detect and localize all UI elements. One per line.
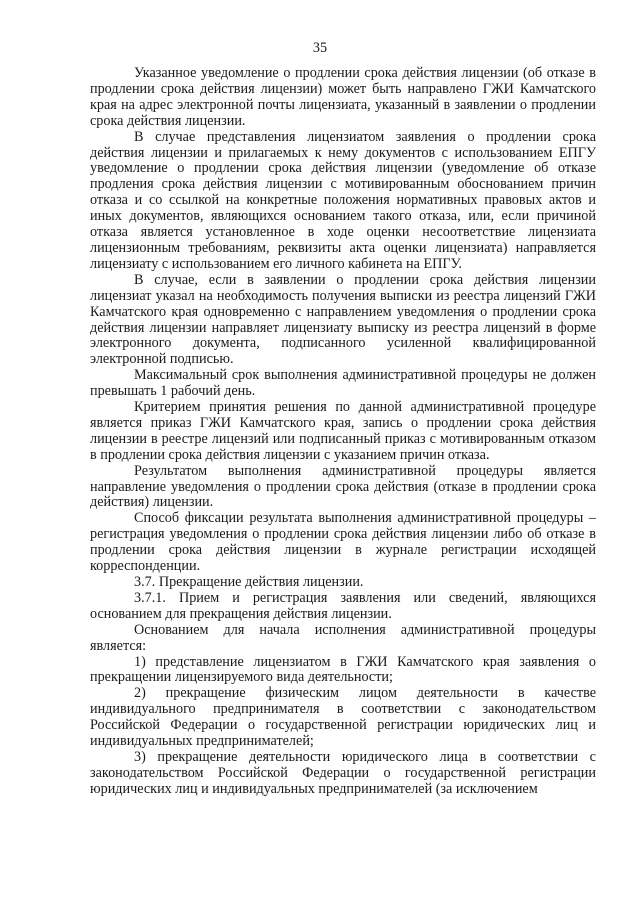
- paragraph-max-term: Максимальный срок выполнения административной процедуры не должен превышать 1 рабочий день.: [90, 367, 596, 400]
- list-item-1: 1) представление лицензиатом в ГЖИ Камчатского края заявления о прекращении лицензируемого вида деятельности;: [90, 653, 596, 686]
- list-item-2: 2) прекращение физическим лицом деятельности в качестве индивидуального предпринимателя в соответствии с законодательством Российской Федерации о государственной регистрации юридических лиц и индивидуальных предпринимателей;: [90, 685, 596, 750]
- subsection-heading-3-7-1: 3.7.1. Прием и регистрация заявления или сведений, являющихся основанием для прекращения действия лицензии.: [90, 589, 596, 622]
- paragraph-procedure-result: Результатом выполнения административной процедуры является направление уведомления о продлении срока действия (отказе в продлении срока действия) лицензии.: [90, 462, 596, 511]
- paragraph-fixation-method: Способ фиксации результата выполнения административной процедуры – регистрация уведомления о продлении срока действия лицензии либо об отказе в продлении срока действия лицензии в журнале регистрации исходящей корреспонденции.: [90, 510, 596, 575]
- list-item-3: 3) прекращение деятельности юридического лица в соответствии с законодательством Российской Федерации о государственной регистрации юридических лиц и индивидуальных предпринимателей (за исключением: [90, 748, 596, 797]
- paragraph-grounds-intro: Основанием для начала исполнения административной процедуры является:: [90, 621, 596, 654]
- section-heading-3-7: 3.7. Прекращение действия лицензии.: [134, 574, 364, 590]
- paragraph-register-extract: В случае, если в заявлении о продлении срока действия лицензии лицензиат указал на необходимость получения выписки из реестра лицензий ГЖИ Камчатского края одновременно с направлением уведомления о продлении срока действия лицензии направляет лицензиату выписку из реестра лицензий в форме электронного документа, подписанного усиленной квалифицированной электронной подписью.: [90, 271, 596, 368]
- body-text: [90, 66, 596, 798]
- paragraph-decision-criterion: Критерием принятия решения по данной административной процедуре является приказ ГЖИ Камчатского края, запись о продлении срока действия лицензии в реестре лицензий или подписанный приказ с мотивированным отказом в продлении срока действия лицензии с указанием причин отказа.: [90, 399, 596, 463]
- page-number: 35: [312, 40, 328, 56]
- paragraph-epgu-notice: В случае представления лицензиатом заявления о продлении срока действия лицензии и прилагаемых к нему документов с использованием ЕПГУ уведомление о продлении срока действия лицензии (уведомление об отказе продления срока действия лицензии с мотивированным обоснованием причин отказа и со ссылкой на конкретные положения нормативных правовых актов и иных документов, являющихся основанием такого отказа, или, если причиной отказа является установленное в ходе оценки несоответствие лицензиата лицензионным требованиям, реквизиты акта оценки лицензиата) направляется лицензиату с использованием его личного кабинета на ЕПГУ.: [90, 128, 596, 272]
- paragraph-notice-email: Указанное уведомление о продлении срока действия лицензии (об отказе в продлении срока действия лицензии) может быть направлено ГЖИ Камчатского края на адрес электронной почты лицензиата, указанный в заявлении о продлении срока действия лицензии.: [90, 65, 596, 129]
